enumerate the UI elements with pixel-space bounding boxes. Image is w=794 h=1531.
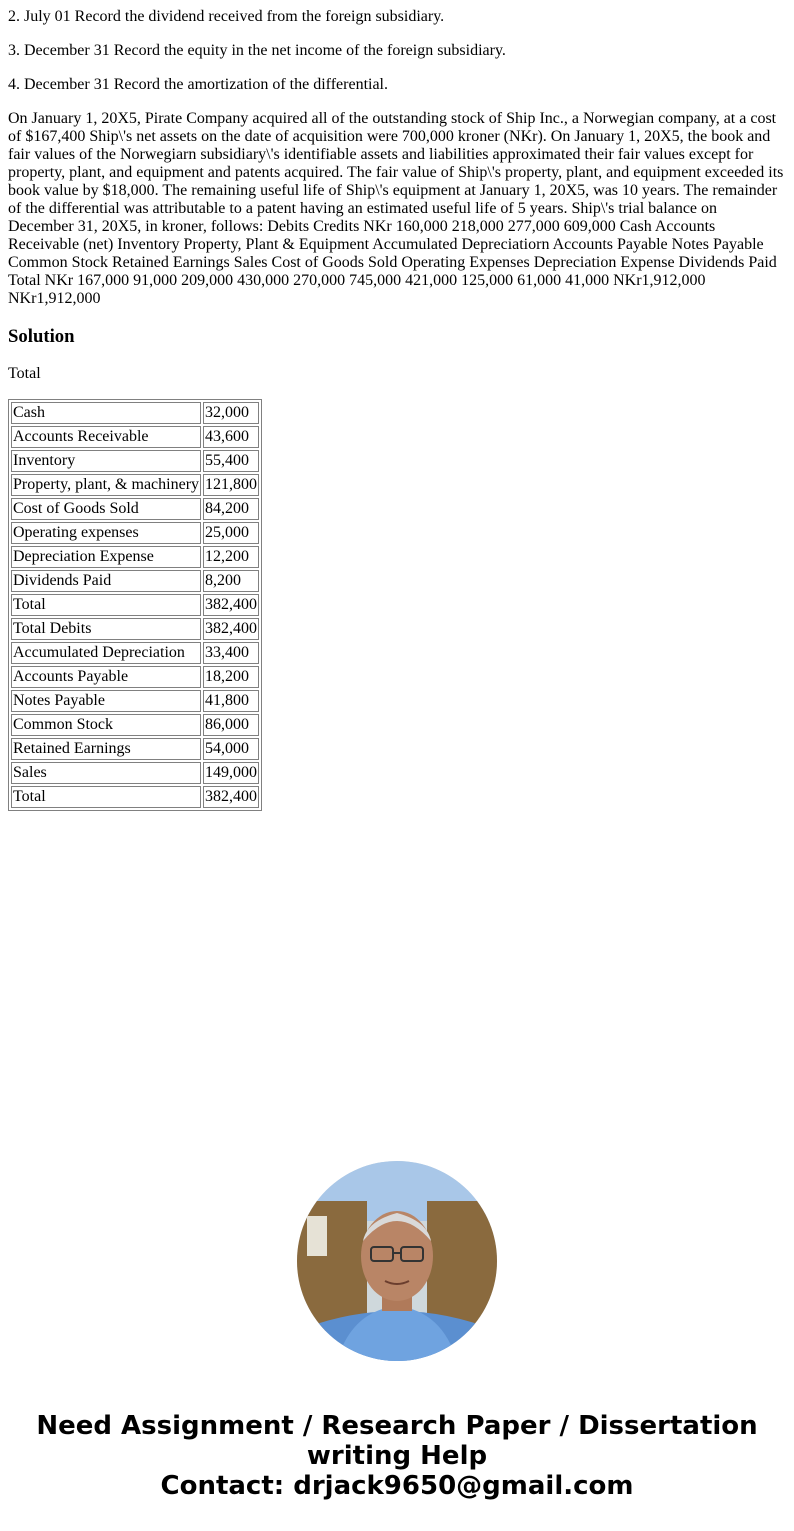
account-name: Dividends Paid (11, 570, 201, 592)
table-row (11, 522, 259, 544)
account-amount: 43,600 (203, 426, 259, 448)
promo-text (0, 1411, 794, 1501)
table-row (11, 666, 259, 688)
account-name: Total (11, 594, 201, 616)
account-name: Notes Payable (11, 690, 201, 712)
table-row (11, 498, 259, 520)
account-amount: 54,000 (203, 738, 259, 760)
table-row (11, 402, 259, 424)
promo-line-1: Need Assignment / Research Paper / Dissertation (36, 1411, 758, 1441)
account-name: Sales (11, 762, 201, 784)
account-name: Total (11, 786, 201, 808)
table-row (11, 450, 259, 472)
solution-heading: Solution (8, 326, 75, 347)
account-amount: 382,400 (203, 594, 259, 616)
account-amount: 41,800 (203, 690, 259, 712)
account-amount: 55,400 (203, 450, 259, 472)
account-amount: 25,000 (203, 522, 259, 544)
account-amount: 382,400 (203, 786, 259, 808)
step-3: 3. December 31 Record the equity in the net income of the foreign subsidiary. (8, 42, 506, 59)
account-name: Accumulated Depreciation (11, 642, 201, 664)
account-amount: 32,000 (203, 402, 259, 424)
step-4: 4. December 31 Record the amortization of the differential. (8, 76, 388, 93)
account-amount: 86,000 (203, 714, 259, 736)
total-label: Total (8, 365, 41, 382)
account-name: Depreciation Expense (11, 546, 201, 568)
promo-footer (0, 1161, 794, 1501)
account-name: Cash (11, 402, 201, 424)
account-amount: 84,200 (203, 498, 259, 520)
problem-text: On January 1, 20X5, Pirate Company acquired all of the outstanding stock of Ship Inc., a Norwegian company, at a cost of $167,400 Ship\'s net assets on the date of acquisition were 700,000 kroner (NKr). On January 1, 20X5, the book and fair values of the Norwegiarn subsidiary\'s identifiable assets and liabilities approximated their fair values except for property, plant, and equipment and patents acquired. The fair value of Ship\'s property, plant, and equipment exceeded its book value by $18,000. The remaining useful life of Ship\'s equipment at January 1, 20X5, was 10 years. The remainder of the differential was attributable to a patent having an estimated useful life of 5 years. Ship\'s trial balance on December 31, 20X5, in kroner, follows: Debits Credits NKr 160,000 218,000 277,000 609,000 Cash Accounts Receivable (net) Inventory Property, Plant & Equipment Accumulated Depreciatiorn Accounts Payable Notes Payable Common Stock Retained Earnings Sales Cost of Goods Sold Operating Expenses Depreciation Expense Dividends Paid Total NKr 167,000 91,000 209,000 430,000 270,000 745,000 421,000 125,000 61,000 41,000 NKr1,912,000 NKr1,912,000 (8, 110, 784, 307)
account-name: Cost of Goods Sold (11, 498, 201, 520)
account-amount: 18,200 (203, 666, 259, 688)
account-amount: 382,400 (203, 618, 259, 640)
person-photo-icon (297, 1161, 497, 1361)
solution-table (8, 399, 262, 811)
promo-contact: Contact: drjack9650@gmail.com (160, 1471, 634, 1501)
table-row (11, 714, 259, 736)
account-amount: 8,200 (203, 570, 259, 592)
table-row (11, 594, 259, 616)
step-2: 2. July 01 Record the dividend received from the foreign subsidiary. (8, 8, 445, 25)
account-name: Accounts Receivable (11, 426, 201, 448)
account-amount: 121,800 (203, 474, 259, 496)
account-amount: 12,200 (203, 546, 259, 568)
account-name: Operating expenses (11, 522, 201, 544)
table-row (11, 690, 259, 712)
table-row (11, 426, 259, 448)
table-row (11, 474, 259, 496)
account-name: Accounts Payable (11, 666, 201, 688)
account-name: Common Stock (11, 714, 201, 736)
document-body (0, 8, 794, 811)
account-name: Retained Earnings (11, 738, 201, 760)
table-row (11, 570, 259, 592)
avatar (297, 1161, 497, 1361)
account-amount: 33,400 (203, 642, 259, 664)
table-row (11, 738, 259, 760)
account-name: Total Debits (11, 618, 201, 640)
account-name: Inventory (11, 450, 201, 472)
table-row (11, 762, 259, 784)
table-row (11, 546, 259, 568)
account-amount: 149,000 (203, 762, 259, 784)
table-row (11, 786, 259, 808)
table-row (11, 618, 259, 640)
table-row (11, 642, 259, 664)
promo-line-2: writing Help (306, 1441, 488, 1471)
account-name: Property, plant, & machinery (11, 474, 201, 496)
